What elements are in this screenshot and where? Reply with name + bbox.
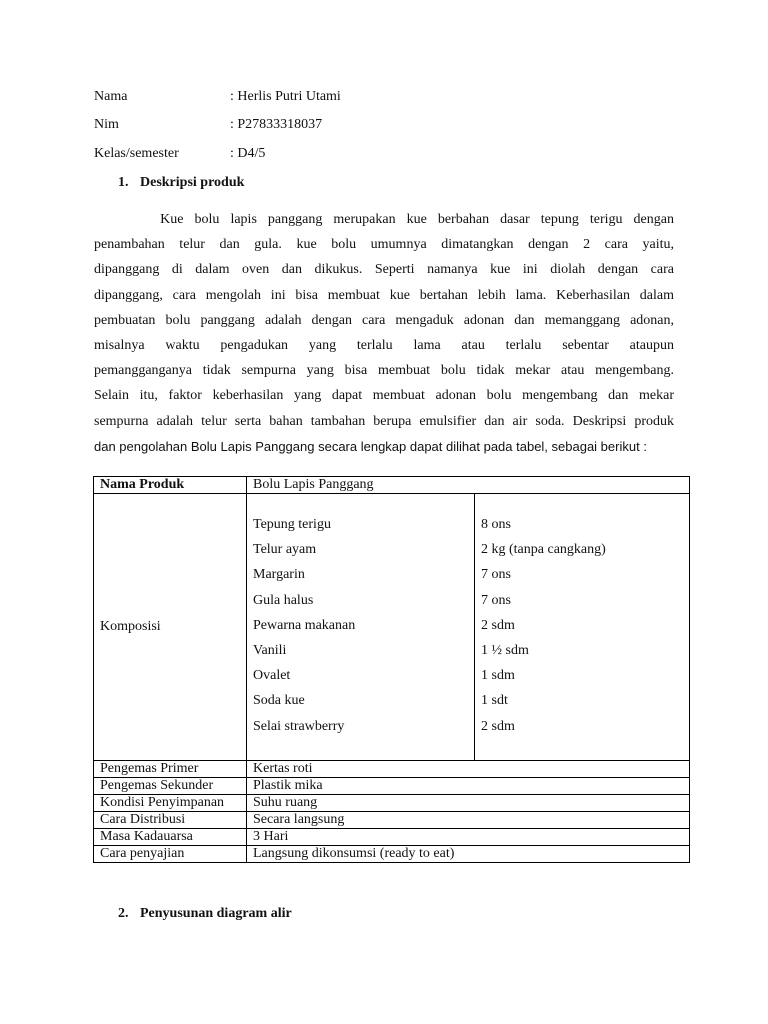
info-label: Nim — [94, 117, 119, 132]
product-table — [93, 476, 690, 863]
row-label: Masa Kadauarsa — [94, 829, 247, 846]
row-label: Cara Distribusi — [94, 812, 247, 829]
ingredient-name: Tepung terigu — [253, 517, 331, 532]
ingredient-name: Telur ayam — [253, 542, 317, 558]
paragraph-line: dipanggang, cara mengolah ini bisa membuat kue bertahan lebih lama. Keberhasilan dalam — [94, 287, 674, 303]
info-value: : D4/5 — [230, 146, 266, 161]
info-label: Kelas/semester — [94, 146, 179, 161]
table-row-composition — [94, 494, 690, 761]
ingredient-name: Ovalet — [253, 668, 291, 684]
ingredient-name: Selai strawberry — [253, 718, 345, 734]
info-value: : P27833318037 — [230, 117, 323, 132]
info-row-nama — [94, 87, 341, 107]
ingredient-name: Gula halus — [253, 592, 314, 608]
ingredient-amount: 7 ons — [481, 592, 511, 608]
info-value: : Herlis Putri Utami — [230, 89, 341, 104]
section-heading-1 — [118, 173, 244, 193]
ingredient-amount: 2 sdm — [481, 617, 515, 633]
row-value: 3 Hari — [247, 829, 690, 846]
paragraph-line: Selain itu, faktor keberhasilan yang dapat membuat adonan bolu mengembang dan mekar — [94, 388, 674, 404]
section-heading-2 — [118, 904, 292, 924]
ingredient-name: Vanili — [253, 642, 287, 658]
ingredient-amount: 2 sdm — [481, 718, 515, 734]
composition-cell — [247, 494, 690, 761]
paragraph-line: penambahan telur dan gula. kue bolu umumnya dimatangkan dengan 2 cara yaitu, — [94, 237, 674, 253]
table-row — [94, 846, 690, 863]
ingredient-amount: 1 sdt — [481, 693, 508, 709]
table-header-value: Bolu Lapis Panggang — [247, 477, 690, 494]
table-header-label: Nama Produk — [94, 477, 247, 494]
row-value: Langsung dikonsumsi (ready to eat) — [247, 846, 690, 863]
row-value: Suhu ruang — [247, 795, 690, 812]
row-value: Kertas roti — [247, 761, 690, 778]
paragraph-line: sempurna adalah telur serta bahan tambahan berupa emulsifier dan air soda. Deskripsi produk — [94, 413, 674, 429]
paragraph-line: Kue bolu lapis panggang merupakan kue berbahan dasar tepung terigu dengan — [94, 212, 674, 227]
ingredient-amount: 8 ons — [481, 517, 511, 532]
paragraph-line: dipanggang di dalam oven dan dikukus. Seperti namanya kue ini diolah dengan cara — [94, 262, 674, 278]
composition-label: Komposisi — [94, 494, 247, 761]
ingredient-amount: 7 ons — [481, 567, 511, 583]
paragraph-line: pemangganganya tidak sempurna yang bisa membuat bolu tidak mekar atau mengembang. — [94, 363, 674, 379]
section-number: 2. — [118, 906, 129, 921]
ingredient-name: Pewarna makanan — [253, 617, 356, 633]
info-label: Nama — [94, 89, 128, 104]
info-row-kelas — [94, 144, 265, 164]
description-paragraph — [94, 207, 674, 459]
row-label: Cara penyajian — [94, 846, 247, 863]
table-row — [94, 795, 690, 812]
table-row — [94, 477, 690, 494]
ingredient-amount: 1 ½ sdm — [481, 642, 529, 658]
table-row — [94, 812, 690, 829]
ingredient-column — [247, 494, 475, 760]
ingredient-name: Margarin — [253, 567, 305, 583]
section-title: Deskripsi produk — [140, 175, 245, 190]
ingredient-amount: 2 kg (tanpa cangkang) — [481, 542, 606, 558]
table-row — [94, 829, 690, 846]
table-row — [94, 778, 690, 795]
ingredient-amount: 1 sdm — [481, 668, 515, 684]
ingredient-name: Soda kue — [253, 693, 305, 709]
row-label: Pengemas Sekunder — [94, 778, 247, 795]
section-number: 1. — [118, 175, 129, 190]
section-title: Penyusunan diagram alir — [140, 906, 292, 921]
paragraph-line: pembuatan bolu panggang adalah dengan cara mengaduk adonan dan memanggang adonan, — [94, 312, 674, 328]
row-value: Secara langsung — [247, 812, 690, 829]
row-value: Plastik mika — [247, 778, 690, 795]
amount-column — [475, 494, 689, 760]
row-label: Pengemas Primer — [94, 761, 247, 778]
paragraph-line: misalnya waktu pengadukan yang terlalu lama atau terlalu sebentar ataupun — [94, 337, 674, 353]
row-label: Kondisi Penyimpanan — [94, 795, 247, 812]
paragraph-line: dan pengolahan Bolu Lapis Panggang secara lengkap dapat dilihat pada tabel, sebagai berikut : — [94, 438, 647, 454]
info-row-nim — [94, 115, 322, 135]
table-row — [94, 761, 690, 778]
